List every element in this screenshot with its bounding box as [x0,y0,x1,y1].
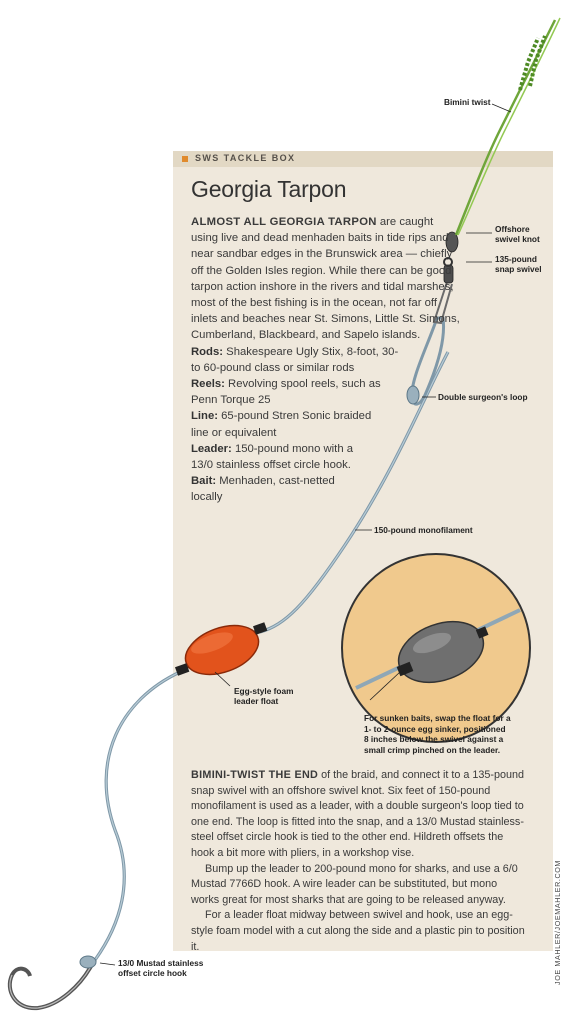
callout-line: leader float [234,696,279,706]
spec-value-cont: locally [191,491,223,504]
callout-bimini-twist: Bimini twist [444,97,491,107]
callout-line: offset circle hook [118,968,187,978]
callout-line: 8 inches below the swivel against a [364,734,504,744]
callout-line: 13/0 Mustad stainless [118,958,204,968]
callout-monofilament: 150-pound monofilament [374,525,473,535]
circle-hook [10,956,96,1008]
callout-line: Egg-style foam [234,686,294,696]
intro-body: are caught using live and dead menhaden baits in tide rips and near sandbar edges in the Brunswick area — chiefly off the Golden Isles region. While there can be good tarpon action inshore in the rivers and tidal marshes, most of the best fishing is in the ocean, not far off inlets and beaches near St. Simons, Little St. Simons, Cumberland, Blackbeard, and Sapelo islands. [191,216,460,342]
spec-value: Menhaden, cast-netted [216,475,335,488]
instructions-lead: BIMINI-TWIST THE END [191,769,319,781]
spec-rods [191,344,461,376]
spec-label: Reels: [191,378,225,391]
instructions-paragraph-1 [191,768,526,862]
spec-leader [191,441,461,473]
spec-value-cont: line or equivalent [191,426,277,439]
spec-label: Line: [191,410,218,423]
spec-line [191,408,461,440]
spec-label: Bait: [191,475,217,488]
intro-lead: ALMOST ALL GEORGIA TARPON [191,216,377,228]
section-label: SWS TACKLE BOX [195,153,296,163]
mono-leader-line-lower [95,672,180,960]
callout-hook [118,958,203,978]
callout-offshore-knot [495,224,540,244]
spec-value: Revolving spool reels, such as [224,378,381,391]
egg-foam-float [175,616,267,683]
spec-value: 65-pound Stren Sonic braided [218,410,372,423]
callout-sinker-note [364,713,511,755]
callout-line: Offshore [495,224,530,234]
instructions-body: of the braid, and connect it to a 135-pound snap swivel with an offshore swivel knot. Six feet of 150-pound monofilament is used as a leader, with a double surgeon's loop tied to one end. The loop is fitted into the snap, and a 13/0 Mustad stainless-steel offset circle hook is tied to the other end. Hildreth offsets the hook a bit more with pliers, in a workshop vise. [191,769,525,859]
callout-line: 1- to 2-ounce egg sinker, positioned [364,723,506,734]
spec-bait [191,473,461,505]
spec-value-cont: Penn Torque 25 [191,394,271,407]
callout-line: 135-pound [495,254,537,264]
illustration-credit: JOE MAHLER/JOEMAHLER.COM [553,859,562,985]
instructions-paragraph-2: Bump up the leader to 200-pound mono for sharks, and use a 6/0 Mustad 7766D hook. A wire leader can be substituted, but mono works great for most sharks that are going to be released anyway. [191,862,518,906]
intro-paragraph [191,214,461,344]
callout-line: small crimp pinched on the leader. [364,744,501,755]
spec-value: Shakespeare Ugly Stix, 8-foot, 30- [223,345,399,358]
callout-line: snap swivel [495,264,542,274]
spec-value: 150-pound mono with a [231,442,354,455]
callout-line: For sunken baits, swap the float for a [364,713,511,723]
braid-line [456,18,560,235]
spec-reels [191,376,461,408]
article-title: Georgia Tarpon [191,176,347,202]
callout-surgeons-loop: Double surgeon's loop [438,392,528,402]
spec-value-cont: 13/0 stainless offset circle hook. [191,459,351,472]
spec-label: Rods: [191,345,224,358]
intro-text-block [191,214,461,506]
rigging-instructions [191,768,526,955]
callout-foam-float [234,686,293,706]
spec-value-cont: to 60-pound class or similar rods [191,361,355,374]
instructions-paragraph-3: For a leader float midway between swivel and hook, use an egg-style foam model with a cut along the side and a plastic pin to position it. [191,909,525,953]
callout-snap-swivel [495,254,542,274]
callout-line: swivel knot [495,234,540,244]
spec-label: Leader: [191,442,232,455]
